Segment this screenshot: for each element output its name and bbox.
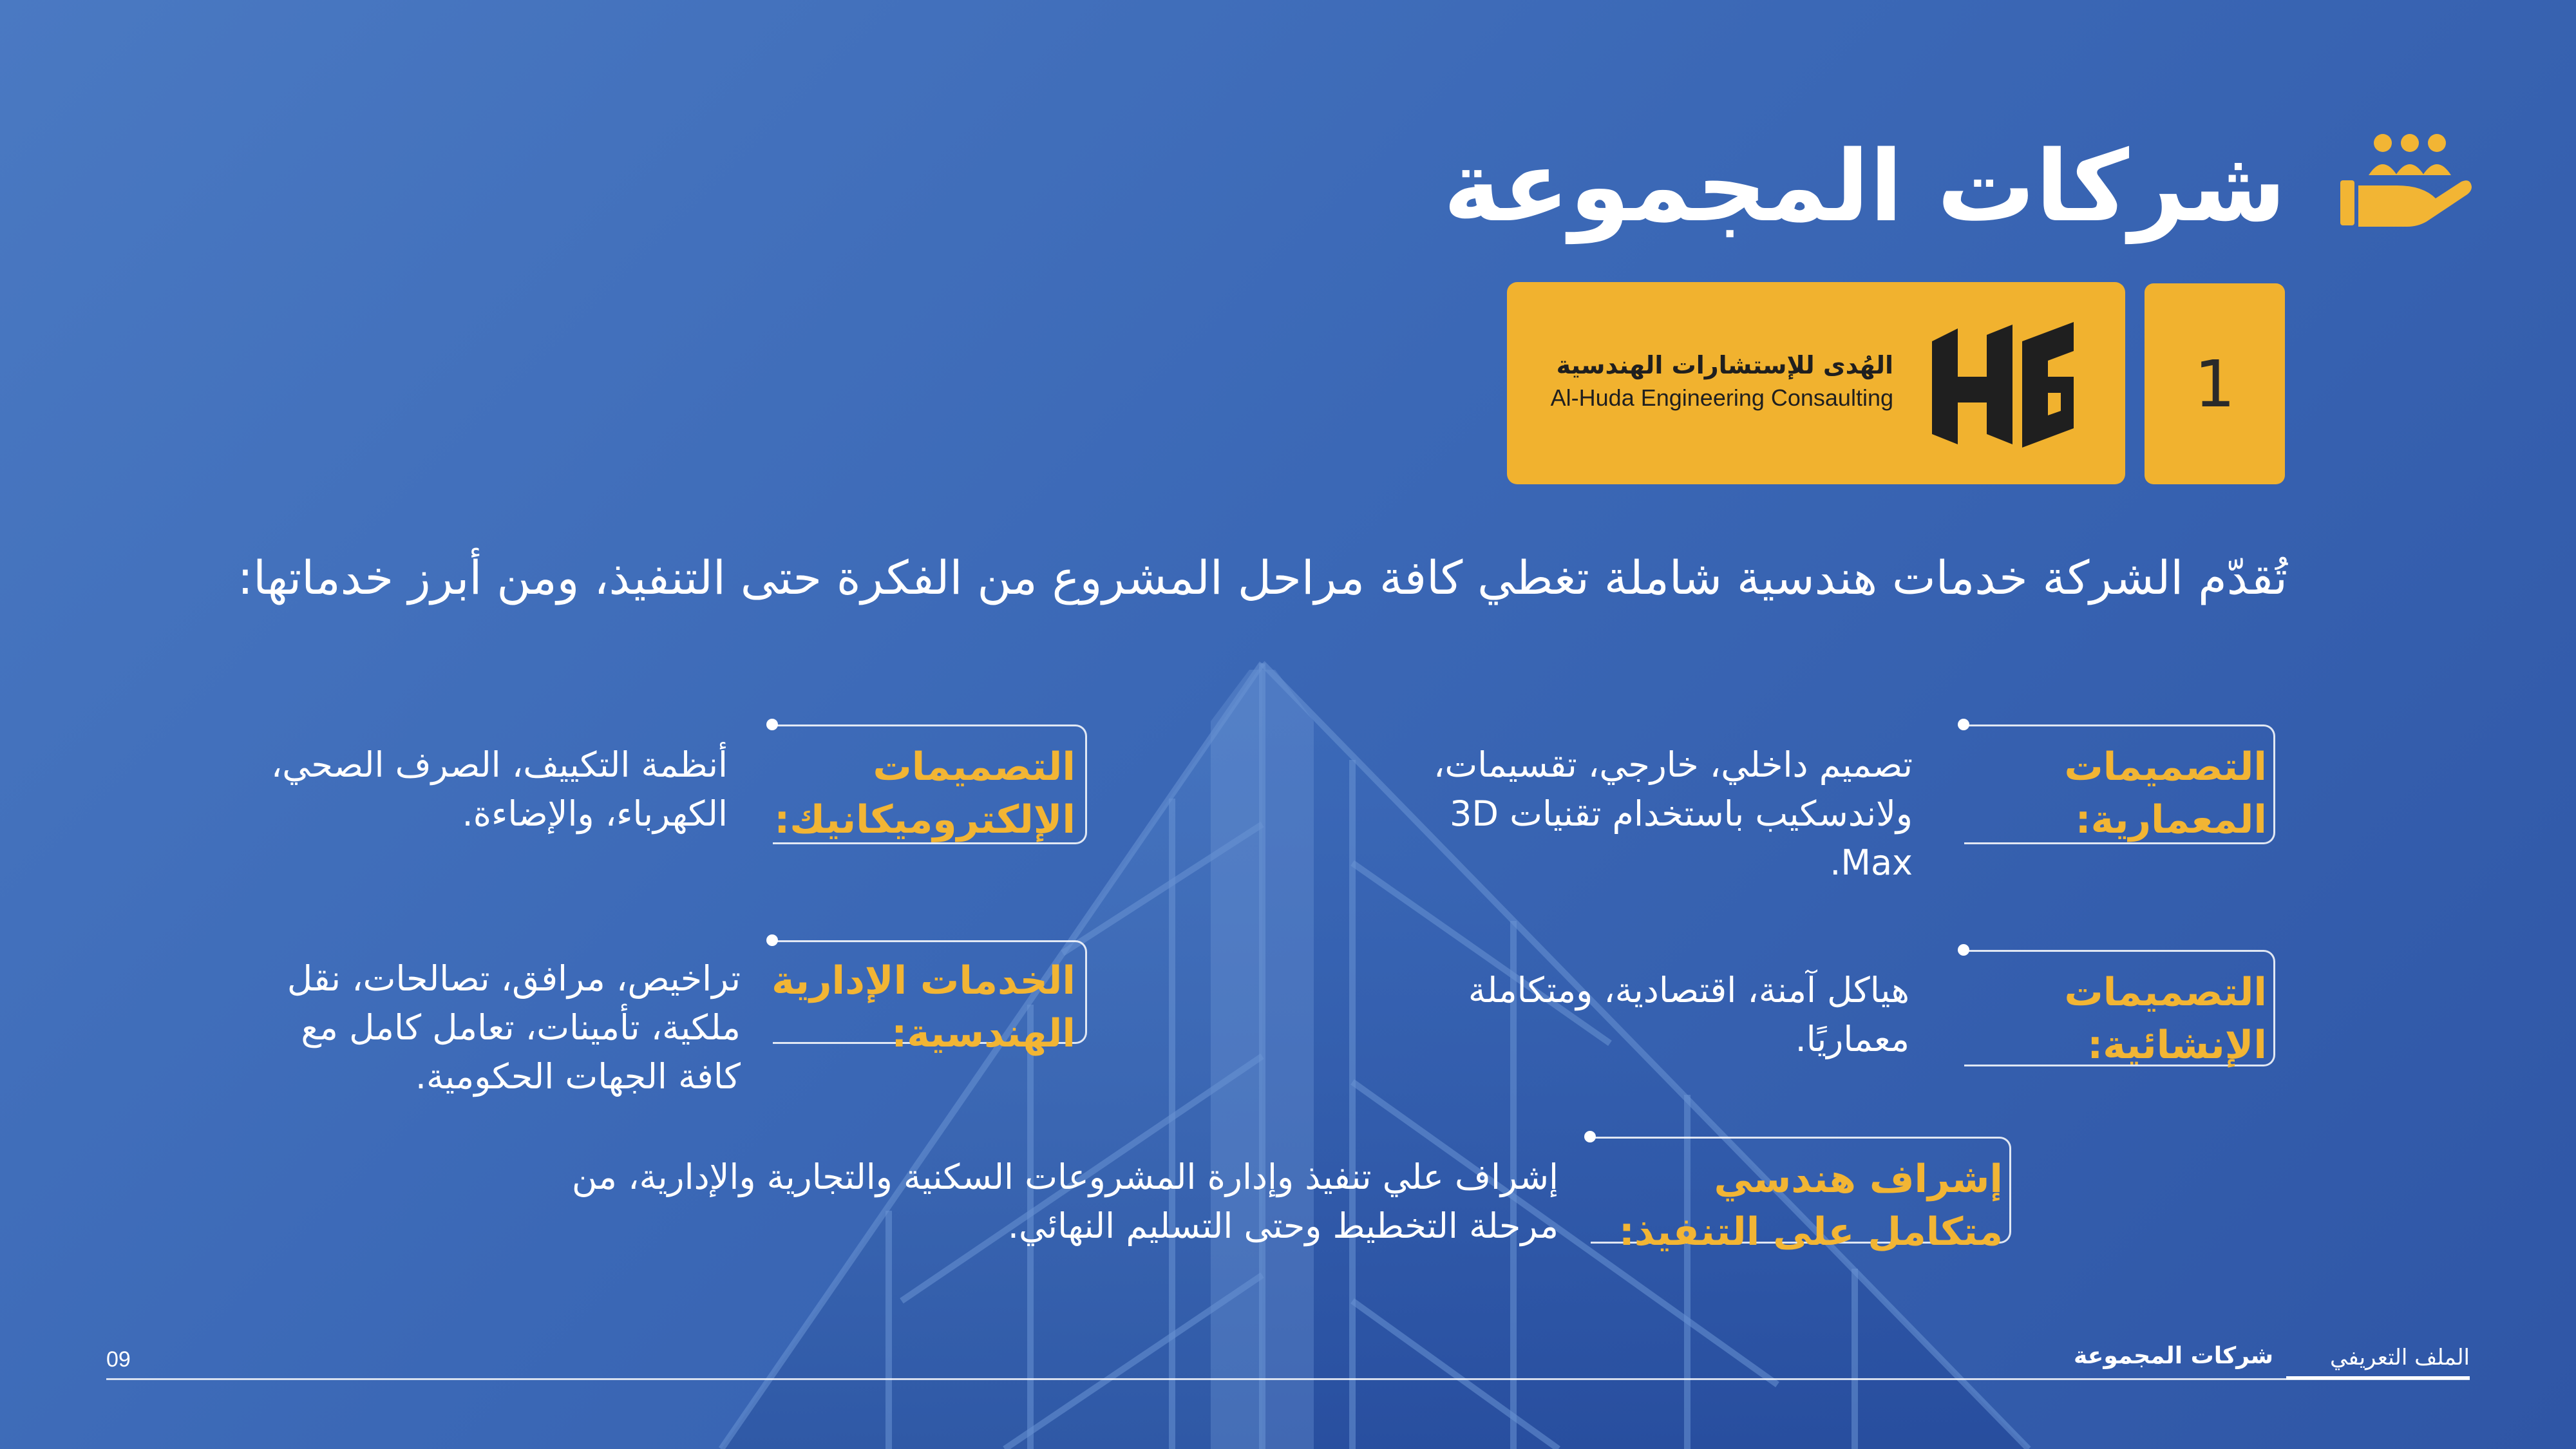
service-description: تراخيص، مرافق، تصالحات، نقل ملكية، تأمينات، تعامل كامل مع كافة الجهات الحكومية. xyxy=(287,958,741,1097)
service-dot xyxy=(766,934,778,946)
page-number: 09 xyxy=(106,1347,131,1372)
company-name-english: Al-Huda Engineering Consaulting xyxy=(1550,384,1893,411)
hg-logo xyxy=(1926,316,2080,457)
service-title: الخدمات الإدارية الهندسية: xyxy=(772,958,1075,1056)
company-number-box: 1 xyxy=(2145,283,2285,484)
hand-with-people-icon xyxy=(2338,129,2473,232)
service-description: أنظمة التكييف، الصرف الصحي، الكهرباء، والإضاءة. xyxy=(270,744,728,834)
service-dot xyxy=(1958,944,1969,956)
service-title: التصميمات المعمارية: xyxy=(2064,744,2267,842)
footer-section-title: شركات المجموعة xyxy=(2073,1343,2273,1369)
footer-doc-underline xyxy=(2286,1376,2470,1379)
service-dot xyxy=(766,719,778,730)
service-description: إشراف علي تنفيذ وإدارة المشروعات السكنية والتجارية والإدارية، من مرحلة التخطيط وحتى التسليم النهائي. xyxy=(571,1157,1558,1246)
service-dot xyxy=(1584,1131,1596,1142)
service-description: تصميم داخلي، خارجي، تقسيمات، ولاندسكيب باستخدام تقنيات 3D Max. xyxy=(1433,744,1913,883)
footer-divider xyxy=(106,1378,2470,1380)
service-title: إشراف هندسي متكامل على التنفيذ: xyxy=(1618,1157,2003,1255)
service-dot xyxy=(1958,719,1969,730)
footer-document-title: الملف التعريفي xyxy=(2330,1345,2470,1370)
intro-paragraph: تُقدّم الشركة خدمات هندسية شاملة تغطي كافة مراحل المشروع من الفكرة حتى التنفيذ، ومن أبرز خدماتها: xyxy=(237,551,2287,605)
page-title: شركات المجموعة xyxy=(1443,129,2286,243)
service-title: التصميمات الإلكتروميكانيك: xyxy=(774,744,1075,842)
service-title: التصميمات الإنشائية: xyxy=(2064,970,2267,1068)
company-name-arabic: الهُدى للإستشارات الهندسية xyxy=(1556,351,1893,379)
service-description: هياكل آمنة، اقتصادية، ومتكاملة معماريًا. xyxy=(1468,970,1909,1059)
